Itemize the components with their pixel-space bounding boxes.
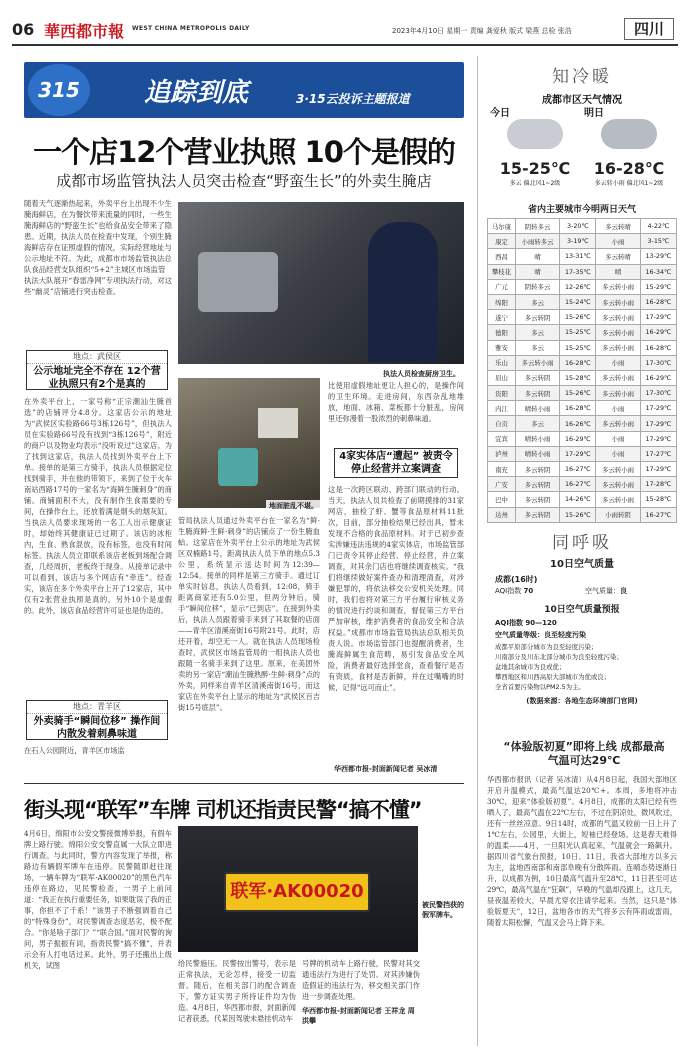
weather-row [488,386,677,401]
subhead-title: 外卖骑手“瞬间位移” 操作间内散发着刺鼻味道 [33,716,161,740]
weather-cell: 多云 [516,325,560,340]
weather-cell: 16-29℃ [560,431,596,446]
weather-cell: 阴转多云 [516,279,560,294]
weather-cell: 多云 [516,294,560,309]
weather-cell: 小雨 [596,431,640,446]
air-kicker: 同呼吸 [552,533,612,553]
weather-cell: 17-29℃ [640,431,676,446]
weather-kicker: 知冷暖 [552,67,612,87]
weather-cell: 西昌 [488,249,516,264]
issue-meta: 2023年4月10日 星期一 责编 龚爱秋 版式 梁燕 总检 张浩 [392,27,572,35]
weather-cell: 15-28℃ [560,370,596,385]
column1-text-tail: 在石人公园附近，青羊区市场监 [24,746,125,755]
weather-cell: 小雨 [596,446,640,461]
weather-cell: 多云转小雨 [596,325,640,340]
weather-cell: 17-27℃ [640,446,676,461]
air-title: 10日空气质量 [550,559,614,570]
weather-title: 成都市区天气情况 [542,95,622,106]
container [258,408,298,438]
second-headline: 街头现“联军”车牌 司机还指责民警“搞不懂” [24,798,422,822]
weather-cell: 17-30℃ [640,355,676,370]
weather-row [488,325,677,340]
weather-cell: 多云转小雨 [596,310,640,325]
weather-cell: 绵阳 [488,294,516,309]
weather-cell: 16-27℃ [640,507,676,522]
weather-cell: 马尔康 [488,219,516,234]
section-divider [24,783,464,784]
weather-cell: 17-35℃ [560,264,596,279]
weather-cell: 资阳 [488,386,516,401]
weather-cell: 3-15℃ [640,234,676,249]
weather-cell: 15-25℃ [560,325,596,340]
weather-cell: 17-29℃ [640,462,676,477]
weather-row [488,416,677,431]
column-rule [477,56,478,1046]
weather-cell: 雅安 [488,340,516,355]
weather-cell: 晴 [596,264,640,279]
aqi-value: 70 [523,587,534,595]
column3-text-b: 这是一次跨区联动、跨部门联动的行动。当天，执法人员共检查了前期摸排的31家网店，抽检了虾、蟹等食品原材料11批次，目前，部分抽检结果已经出具，暂未发现不合格的食品原材料。对于已初步查实涉嫌违法违规的4家实体店，市场监管部门已责令其停止经营、停止经营，并立案调查，对其余门店也将继续调查核实。“我们将继续做好案件查办和清理清查，对涉嫌犯罪的，将依法移交公安机关处理。同时，我们也将对第三方平台履行审核义务的情况进行约谈和调查，督促第三方平台严加审核，维护消费者的食品安全和合法权益。”成都市市场监管局执法总队相关负责人说。市场监管部门也提醒消费者，生腌海鲜属生食范畴，易引发食品安全风险，消费者最好选择堂食，查看餐厅是否有资质，食材是否新鲜，并在过嘴嘴的时候，记得“远可而止”。 [328,485,464,692]
weather-cell: 晴转小雨 [516,401,560,416]
weather-tomorrow [584,104,674,187]
weather-cell: 多云转阴 [516,477,560,492]
weather-row [488,492,677,507]
weather-cell: 德阳 [488,325,516,340]
subhead-closure [334,448,458,478]
province-table-title: 省内主要城市今明两日天气 [527,205,636,215]
weather-cell: 多云转小雨 [596,386,640,401]
newspaper-logo-en: WEST CHINA METROPOLIS DAILY [132,25,250,32]
weather-cell: 小雨 [596,355,640,370]
weather-cell: 17-29℃ [560,446,596,461]
forecast-note: 全省首要污染物以PM2.5为主。 [495,683,585,691]
subhead-title: 公示地址完全不存在 12个营业执照只有2个是真的 [33,366,161,390]
forecast-note: 川南部分及川东北部分城市为良至轻度污染； [495,653,623,661]
weather-cell: 多云转小雨 [596,279,640,294]
weather-row [488,310,677,325]
weather-cell: 多云转小雨 [596,492,640,507]
weather-cell: 15-26℃ [560,386,596,401]
weather-cell: 康定 [488,234,516,249]
subhead-location: 地点：青羊区 [27,701,167,714]
subhead-location: 地点：武侯区 [27,351,167,364]
tomorrow-label: 明日 [584,108,604,119]
weather-row [488,431,677,446]
weather-header [487,62,677,106]
weather-cell: 16-29℃ [640,325,676,340]
weather-cell: 多云转小雨 [596,370,640,385]
weather-cell: 晴 [516,264,560,279]
subhead-qingyang [26,700,168,740]
lead-paragraph: 随着天气逐渐热起来，外卖平台上出现不少生腌海鲜店，在为餐饮带来流量的同时，一些生腌海鲜店的“野蛮生长”也给食品安全带来了隐患。近期，执法人员在检查中发现，个别生腌海鲜店存在证照虚假的情况，实际经营地址与公示地址不符。为此，成都市市场监管执法总队食品经营支队组织“5+2”主城区市场监管执法大队展开“春雷净网”专项执法行动，对这些“幽灵”店铺进行突击检查。 [24,199,172,296]
forecast-title: 10日空气质量预报 [544,605,620,615]
header-rule [12,44,678,46]
weather-cell: 巴中 [488,492,516,507]
series-banner [24,62,464,118]
weather-cell: 多云转阴 [516,386,560,401]
weather-cell: 15-28℃ [640,492,676,507]
air-city: 成都(16时) [495,575,538,584]
photo1-caption: 执法人员检查厨房卫生。 [380,368,463,380]
aqi-label: AQI指数 [495,587,522,595]
weather-cell: 13-29℃ [640,249,676,264]
weather-cell: 15-25℃ [560,340,596,355]
weather-cell: 17-30℃ [640,386,676,401]
main-byline: 华西都市报-封面新闻记者 吴冰清 [334,765,438,773]
weather-cell: 自贡 [488,416,516,431]
weather-cell: 15-26℃ [560,310,596,325]
weather-cell: 小雨 [596,234,640,249]
weather-cell: 多云 [516,416,560,431]
kitchen-pot [198,252,278,312]
weather-cell: 晴转小雨 [516,446,560,461]
forecast-note: 盆地其余城市为良或优； [495,663,566,671]
weather-cell: 16-27℃ [560,462,596,477]
column2-text: 管局执法人员通过外卖平台在一家名为“鲜·生腌海鲜·生鲜·刺身”的店铺点了一份生腌血蛤。这家店在外卖平台上公示的地址为武侯区双楠路1号，距离执法人员下单的地点5.3公里，系统显示送达时间为12:39—12:54。接单的同样是第三方骑手。通过订单实时信息，执法人员看到，12:08，骑手距离商家还有5.0公里，但两分钟后，骑手“瞬间位移”，显示“已到店”。在接到外卖后，执法人员跟着骑手来到了其取餐的店面——青羊区清溪南街16号附21号。此时，店还开着，却空无一人。就在执法人员现场检查时，武侯区市场监管局的一组执法人员也跟随一名骑手来到了这里。原来，在美团外卖的另一家店“潮汕生腌熟醉·生鲜·刺身”点的外卖，同样来自青羊区清溪南街16号，而这家店在外卖平台上显示的地址为“武侯区百吉街15号底层”。 [178,516,320,712]
weather-table [487,218,677,523]
weather-cell: 多云转小雨 [596,294,640,309]
weather-cell: 多云 [516,340,560,355]
weather-cell: 17-29℃ [640,401,676,416]
weather-cell: 内江 [488,401,516,416]
subhead-wuhou [26,350,168,390]
weather-cell: 16-28℃ [560,355,596,370]
section-label: 四川 [624,18,674,40]
weather-cell: 多云转晴 [596,219,640,234]
page-number: 06 [12,20,35,39]
weather-cell: 3-19℃ [560,234,596,249]
weather-cell: 多云转小雨 [596,477,640,492]
weather-cell: 泸州 [488,446,516,461]
column1-text: 在外卖平台上，一家号称“正宗潮汕生腌首选”的店铺评分4.8分。这家店公示的地址为“武侯区实验路66号3栋126号”，但执法人员在实验路66号没有找到“3栋126号”，附近的商户以及物业均表示“没听说过”这家店。为了找到这家店，执法人员找到外卖平台上下单。接单的是第三方骑手，执法人员根据定位找到骑手，并在他的带领下，来到了位于火车南站西路17号的一家名为“海鲜生腌刺身”的商铺。商铺面积不大，没有制作生食需要的专间，在操作台上，还放着满是烟头的烟灰缸。当执法人员要求现场的一名工人出示健康证时，却始终其健康证已过期了。该店的冰柜内，生食、熟食混放，没有标签，也没有时间标签。执法人员立即联系该店老板到场配合调查，几经周折，老板终于现身。从接单记录中可以看到，该店与多个网店有“牵连”。经查实，该店在多个外卖平台上开了12家店，其中仅有2张营业执照是真的，另外10个是虚假的。此外，该店食品经营许可证也是伪造的。 [24,397,172,615]
today-label: 今日 [490,108,510,119]
weather-cell: 广安 [488,477,516,492]
weather-row [488,294,677,309]
subhead-title: 4家实体店“遭起” 被责令停止经营并立案调查 [339,451,453,475]
weather-row [488,507,677,522]
weather-cell: 4-22℃ [640,219,676,234]
weather-cell: 16-28℃ [640,294,676,309]
weather-cell: 小雨 [596,401,640,416]
weather-cell: 多云转晴 [596,249,640,264]
banner-subtitle: 3·15云投诉主题报道 [296,92,410,106]
weather-row [488,446,677,461]
weather-cell: 阴转多云 [516,219,560,234]
weather-row [488,264,677,279]
weather-cell: 多云转阴 [516,492,560,507]
weather-cell: 16-28℃ [640,340,676,355]
second-col3: 号牌的机动车上路行驶，民警对其交通违法行为进行了处罚。对其涉嫌伪造假证的违法行为，移交相关部门作进一步调查处理。 [302,959,420,1001]
main-headline: 一个店12个营业执照 10个是假的 [33,135,455,169]
weather-cell: 乐山 [488,355,516,370]
fake-plate: 联军·AK00020 [224,872,370,912]
weather-cell: 达州 [488,507,516,522]
weather-cell: 17-29℃ [640,310,676,325]
air-aqi-row [495,586,533,596]
plate-photo [178,826,418,952]
weather-row [488,462,677,477]
weather-cell: 晴转小雨 [516,431,560,446]
cloud-icon [507,119,563,149]
weather-cell: 多云转阴 [516,462,560,477]
article3-body: 华西都市报讯（记者 吴冰清）从4月8日起，我国大部地区开启升温模式，最高气温达20℃+。本周，多地将冲击30℃，迎来“体验版初夏”。4月8日，成都的太阳已经有些晒人了，最高气温在22℃左右，不过在阴凉处，微风吹过，还有一丝丝凉意。9日14时，成都的气温又较前一日上升了1℃左右，公园里，大街上，短袖已经登场。这是春天难得的温柔——4月，一旦阳光认真起来，气温就会一路飙升。据四川省气象台预报，10日、11日，我省大部地方以多云为主，盆地西南部和南部阜晚有分散阵雨。连晴态势逐渐日升，以成都为例，10日最高气温升至28℃，11日甚至可达29℃，最高气温在“狂飙”，早晚的气温却没跟上，这几天，昼夜温差较大，早晨尤穿衣注请学起来。当然，这只是“体验版夏天”，12日，盆地各市的天气将多云有阵雨或雷雨，随着太阳松懈，气温又会马上降下来。 [487,775,677,927]
rain-cloud-icon [601,119,657,149]
inspection-photo [178,202,464,364]
second-byline: 华西都市报-封面新闻记者 王祥龙 周洪攀 [302,1007,415,1025]
weather-cell: 12-26℃ [560,279,596,294]
banner-badge: 315 [28,64,90,116]
page-header [0,0,690,48]
air-header [487,528,677,570]
weather-cell: 14-26℃ [560,492,596,507]
tomorrow-desc: 多云转小雨 偏北风1~2级 [594,180,664,187]
weather-cell: 多云转阴 [516,370,560,385]
weather-cell: 晴 [516,249,560,264]
forecast-level: 空气质量等级：良至轻度污染 [495,631,586,639]
column3-text-a: 比使用虚假地址更让人担心的，是操作间的卫生环境。走进房间，东西杂乱地堆放，地面、冰箱、菜板都十分脏乱，房间里还弥漫着一股浓烈的刺鼻味道。 [328,381,464,423]
air-level-row [585,586,627,596]
weather-row [488,279,677,294]
weather-cell: 13-31℃ [560,249,596,264]
weather-cell: 遂宁 [488,310,516,325]
second-col1: 4月6日，绵阳市公安交警接微博举报，有假车牌上路行驶。绵阳公安交警直属一大队立即进行调查。与此同时，警方内容发现了举报，称路边有辆假军牌车在违停。民警随即赶往现场，一辆车牌为“联军·AK00020”的黑色汽车违停在路边，见民警检查，一男子上前问道：“我正在执行重要任务，如果耽误了我的正事，你担不了千系！”该男子不断强调着自己的“特殊身份”，对民警调查态度恶劣，极不配合。“你是啥子部门？”“联合国。”面对民警的询问，男子振振有词，指责民警“搞不懂”，并表示会有人打电话过来。此外，男子还搬出上级机关，试图 [24,829,172,970]
floor-photo [178,378,320,508]
weather-cell: 16-34℃ [640,264,676,279]
today-desc: 多云 偏北风1~2级 [509,180,561,187]
weather-cell: 多云转阴 [516,310,560,325]
weather-row [488,340,677,355]
article3-headline: “体验版初夏”即将上线 成都最高气温可达29℃ [503,740,665,767]
weather-cell: 多云转小雨 [596,340,640,355]
weather-cell: 多云转小雨 [596,462,640,477]
weather-cell: 16-27℃ [560,477,596,492]
weather-row [488,370,677,385]
tomorrow-temp: 16-28℃ [593,159,665,178]
weather-cell: 多云转小雨 [516,355,560,370]
weather-cell: 16-26℃ [560,416,596,431]
weather-cell: 小雨转多云 [516,234,560,249]
forecast-note: 攀西地区和川西高原大部城市为优或良； [495,673,611,681]
weather-today [490,104,580,187]
weather-cell: 15-29℃ [640,279,676,294]
weather-row [488,249,677,264]
forecast-aqi: AQI指数 90—120 [495,619,557,627]
weather-cell: 15-26℃ [560,507,596,522]
banner-title: 追踪到底 [144,78,249,108]
officer-figure [368,222,438,362]
weather-cell: 16-29℃ [640,370,676,385]
forecast-notes [495,642,675,692]
weather-row [488,477,677,492]
newspaper-logo: 華西都市報 [44,22,125,41]
weather-row [488,219,677,234]
weather-cell: 眉山 [488,370,516,385]
weather-cell: 宜宾 [488,431,516,446]
plate-caption: 被民警挡获的假军牌车。 [422,901,464,919]
level-value: 良 [620,587,627,595]
weather-cell: 17-29℃ [640,416,676,431]
weather-row [488,234,677,249]
second-col2: 给民警施压。民警按出警号，表示是正常执法，无论怎样，接受一切监督。随后，在相关部门的配合调查下，警方证实男子所持证件均为伪造。4月8日，华西都市报，封面新闻记者获悉，代某因驾驶未悬挂机动车 [178,959,296,1023]
air-source: (数据来源：各地生态环境部门官网) [526,697,638,705]
weather-cell: 15-24℃ [560,294,596,309]
weather-cell: 多云转小雨 [596,416,640,431]
weather-cell: 3-20℃ [560,219,596,234]
weather-cell: 16-28℃ [560,401,596,416]
weather-cell: 广元 [488,279,516,294]
photo2-caption: 地面脏乱不堪。 [266,500,321,512]
weather-cell: 17-28℃ [640,477,676,492]
today-temp: 15-25℃ [499,159,571,178]
weather-cell: 多云转阴 [516,507,560,522]
weather-row [488,401,677,416]
forecast-note: 成都平原部分城市为良至轻度污染； [495,643,598,651]
level-label: 空气质量： [585,587,620,595]
weather-row [488,355,677,370]
weather-cell: 小雨转阴 [596,507,640,522]
weather-cell: 南充 [488,462,516,477]
stool [218,448,258,486]
main-subheadline: 成都市场监管执法人员突击检查“野蛮生长”的外卖生腌店 [56,172,432,190]
weather-cell: 攀枝花 [488,264,516,279]
